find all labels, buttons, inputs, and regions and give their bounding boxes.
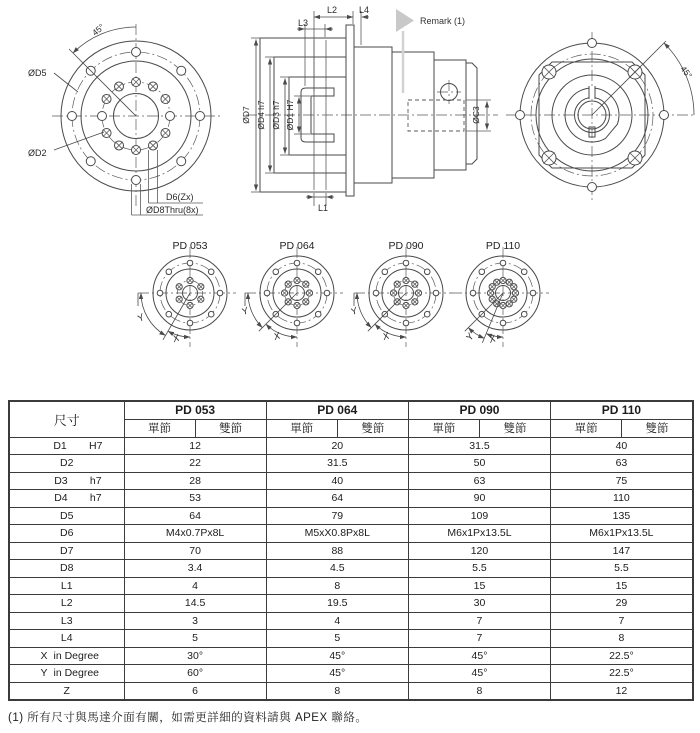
x-angle-label: X [171, 332, 182, 346]
table-row [9, 490, 693, 508]
d7-label: ØD7 [241, 106, 251, 124]
table-row [9, 612, 693, 630]
dimension-value: 14.5 [124, 595, 266, 613]
bolt-hole [157, 290, 163, 296]
dimension-value: 5 [124, 630, 266, 648]
bolt-hole [660, 111, 669, 120]
dimension-value: 45° [408, 647, 550, 665]
dimension-value: 45° [266, 647, 408, 665]
dimension-value: 75 [551, 472, 693, 490]
back-angle-label: 45° [678, 64, 695, 81]
bolt-hole [68, 112, 77, 121]
bolt-hole [588, 183, 597, 192]
d5-label: ØD5 [28, 68, 47, 78]
dimension-value: 22.5° [551, 665, 693, 683]
dimension-header: 尺寸 [9, 401, 124, 437]
table-row [9, 682, 693, 700]
bolt-hole [273, 269, 279, 275]
dimension-value: 7 [551, 612, 693, 630]
model-title-pd110: PD 110 [485, 240, 521, 252]
dimension-value: 30 [408, 595, 550, 613]
bolt-hole [500, 260, 506, 266]
dimension-value: 63 [408, 472, 550, 490]
dimension-value: 50 [408, 455, 550, 473]
d2-label: ØD2 [28, 148, 47, 158]
y-angle-label: Y [240, 305, 251, 319]
d1-label: ØD1 H7 [285, 99, 295, 131]
bolt-hole [86, 157, 95, 166]
d6-label: D6(Zx) [166, 192, 194, 202]
bolt-hole [324, 290, 330, 296]
group-header-pd110: PD 110 [551, 401, 693, 419]
y-angle-label: Y [349, 305, 360, 319]
dimension-label: L1 [9, 577, 124, 595]
dimension-value: 63 [551, 455, 693, 473]
d8-label: ØD8Thru(8x) [146, 205, 199, 215]
bolt-hole [294, 260, 300, 266]
dimension-value: 3.4 [124, 560, 266, 578]
dimension-value: M5xX0.8Px8L [266, 525, 408, 543]
dimension-value: 30° [124, 647, 266, 665]
dimension-value: 64 [266, 490, 408, 508]
bolt-hole [264, 290, 270, 296]
table-row [9, 577, 693, 595]
dimension-value: 12 [551, 682, 693, 700]
bolt-hole [132, 48, 141, 57]
table-row [9, 472, 693, 490]
dimension-value: 31.5 [408, 437, 550, 455]
dimension-value: 4 [266, 612, 408, 630]
dimension-value: 79 [266, 507, 408, 525]
bolt-hole [315, 269, 321, 275]
dimension-value: 8 [408, 682, 550, 700]
stage-header: 雙節 [479, 419, 550, 437]
bolt-hole [521, 269, 527, 275]
bolt-hole [208, 269, 214, 275]
dimension-value: 88 [266, 542, 408, 560]
dimension-table [8, 400, 694, 701]
footer-note: (1) 所有尺寸與馬達介面有關，如需更詳細的資料請與 APEX 聯絡。 [8, 712, 368, 724]
x-angle-label: X [272, 330, 282, 344]
dimension-label: D5 [9, 507, 124, 525]
model-title-pd053: PD 053 [172, 240, 208, 252]
bolt-hole [521, 311, 527, 317]
model-title-pd064: PD 064 [279, 240, 315, 252]
c3-label: ØC3 [471, 106, 481, 124]
dimension-value: 4 [124, 577, 266, 595]
stage-header: 雙節 [622, 419, 693, 437]
table-row [9, 647, 693, 665]
bolt-hole [424, 311, 430, 317]
dimension-label: X in Degree [9, 647, 124, 665]
l1-label: L1 [317, 203, 329, 213]
dimension-value: 45° [408, 665, 550, 683]
dimension-label: D7 [9, 542, 124, 560]
bolt-hole [166, 269, 172, 275]
dimension-value: 147 [551, 542, 693, 560]
l3-label: L3 [297, 18, 309, 28]
dimension-value: 135 [551, 507, 693, 525]
front-view [28, 22, 220, 215]
table-row [9, 595, 693, 613]
model-view-pd064 [240, 247, 343, 347]
bolt-hole [588, 39, 597, 48]
x-angle-label: X [487, 333, 498, 346]
bolt-hole [166, 311, 172, 317]
d3-label: ØD3 h7 [271, 100, 281, 130]
dimension-value: 12 [124, 437, 266, 455]
dimension-label: L3 [9, 612, 124, 630]
bolt-hole [166, 112, 175, 121]
bolt-hole [516, 111, 525, 120]
stage-header: 單節 [408, 419, 479, 437]
bolt-hole [315, 311, 321, 317]
dimension-value: 53 [124, 490, 266, 508]
table-row [9, 542, 693, 560]
bolt-hole [373, 290, 379, 296]
dimension-label: D2 [9, 455, 124, 473]
table-row [9, 437, 693, 455]
front-angle-label: 45° [89, 21, 107, 38]
bolt-hole [208, 311, 214, 317]
bolt-hole [433, 290, 439, 296]
bolt-hole [187, 320, 193, 326]
dimension-value: 7 [408, 630, 550, 648]
bolt-hole [187, 260, 193, 266]
dimension-value: 45° [266, 665, 408, 683]
dimension-label: L4 [9, 630, 124, 648]
model-mini-views [136, 247, 549, 347]
dimension-value: M6x1Px13.5L [408, 525, 550, 543]
dimension-value: 109 [408, 507, 550, 525]
bolt-hole [500, 320, 506, 326]
model-view-pd090 [349, 247, 452, 347]
dimension-value: M4x0.7Px8L [124, 525, 266, 543]
bolt-hole [403, 320, 409, 326]
dimension-value: 8 [266, 682, 408, 700]
dimension-value: 31.5 [266, 455, 408, 473]
dimension-value: 40 [551, 437, 693, 455]
model-view-pd110 [451, 247, 549, 347]
y-angle-label: Y [464, 331, 477, 344]
y-angle-label: Y [135, 311, 147, 325]
dimension-value: 5.5 [551, 560, 693, 578]
bolt-hole [479, 269, 485, 275]
model-view-pd053 [136, 247, 236, 347]
dimension-value: 3 [124, 612, 266, 630]
dimension-value: 4.5 [266, 560, 408, 578]
group-header-pd053: PD 053 [124, 401, 266, 419]
dimension-value: 15 [551, 577, 693, 595]
dimension-value: 120 [408, 542, 550, 560]
bolt-hole [403, 260, 409, 266]
bolt-hole [217, 290, 223, 296]
bolt-hole [177, 157, 186, 166]
group-header-pd090: PD 090 [408, 401, 550, 419]
bolt-hole [530, 290, 536, 296]
dimension-label: D1 H7 [9, 437, 124, 455]
bolt-hole [132, 176, 141, 185]
dimension-value: 15 [408, 577, 550, 595]
bolt-hole [196, 112, 205, 121]
section-view [241, 5, 498, 213]
dimension-value: 40 [266, 472, 408, 490]
dimension-label: Z [9, 682, 124, 700]
dimension-value: 19.5 [266, 595, 408, 613]
stage-header: 雙節 [195, 419, 266, 437]
dimension-value: 22.5° [551, 647, 693, 665]
l2-label: L2 [326, 5, 338, 15]
table-row [9, 507, 693, 525]
dimension-label: D8 [9, 560, 124, 578]
x-angle-label: X [381, 330, 391, 344]
bolt-hole [470, 290, 476, 296]
dimension-value: 29 [551, 595, 693, 613]
table-header-models [9, 401, 693, 419]
dimension-table-section [8, 400, 694, 701]
d4-label: ØD4 h7 [256, 100, 266, 130]
stage-header: 單節 [266, 419, 337, 437]
bolt-hole [424, 269, 430, 275]
table-row [9, 630, 693, 648]
l4-label: L4 [358, 5, 370, 15]
dimension-value: 64 [124, 507, 266, 525]
dimension-value: 60° [124, 665, 266, 683]
stage-header: 雙節 [337, 419, 408, 437]
dimension-value: 6 [124, 682, 266, 700]
remark-label: Remark (1) [420, 16, 466, 26]
dimension-value: 70 [124, 542, 266, 560]
dimension-value: M6x1Px13.5L [551, 525, 693, 543]
table-row [9, 525, 693, 543]
remark-flag-icon [396, 9, 414, 32]
dimension-value: 7 [408, 612, 550, 630]
back-view [506, 32, 694, 200]
dimension-value: 20 [266, 437, 408, 455]
dimension-label: D4 h7 [9, 490, 124, 508]
dimension-value: 8 [551, 630, 693, 648]
bolt-hole [98, 112, 107, 121]
dimension-value: 110 [551, 490, 693, 508]
dimension-value: 90 [408, 490, 550, 508]
dimension-label: Y in Degree [9, 665, 124, 683]
dimension-value: 22 [124, 455, 266, 473]
table-row [9, 560, 693, 578]
bolt-hole [382, 269, 388, 275]
dimension-value: 5 [266, 630, 408, 648]
dimension-value: 28 [124, 472, 266, 490]
dimension-label: D6 [9, 525, 124, 543]
model-title-pd090: PD 090 [388, 240, 424, 252]
dimension-label: D3 h7 [9, 472, 124, 490]
stage-header: 單節 [124, 419, 195, 437]
dimension-value: 5.5 [408, 560, 550, 578]
stage-header: 單節 [551, 419, 622, 437]
dimension-label: L2 [9, 595, 124, 613]
table-row [9, 455, 693, 473]
group-header-pd064: PD 064 [266, 401, 408, 419]
dimension-value: 8 [266, 577, 408, 595]
table-row [9, 665, 693, 683]
bolt-hole [294, 320, 300, 326]
bolt-hole [177, 66, 186, 75]
